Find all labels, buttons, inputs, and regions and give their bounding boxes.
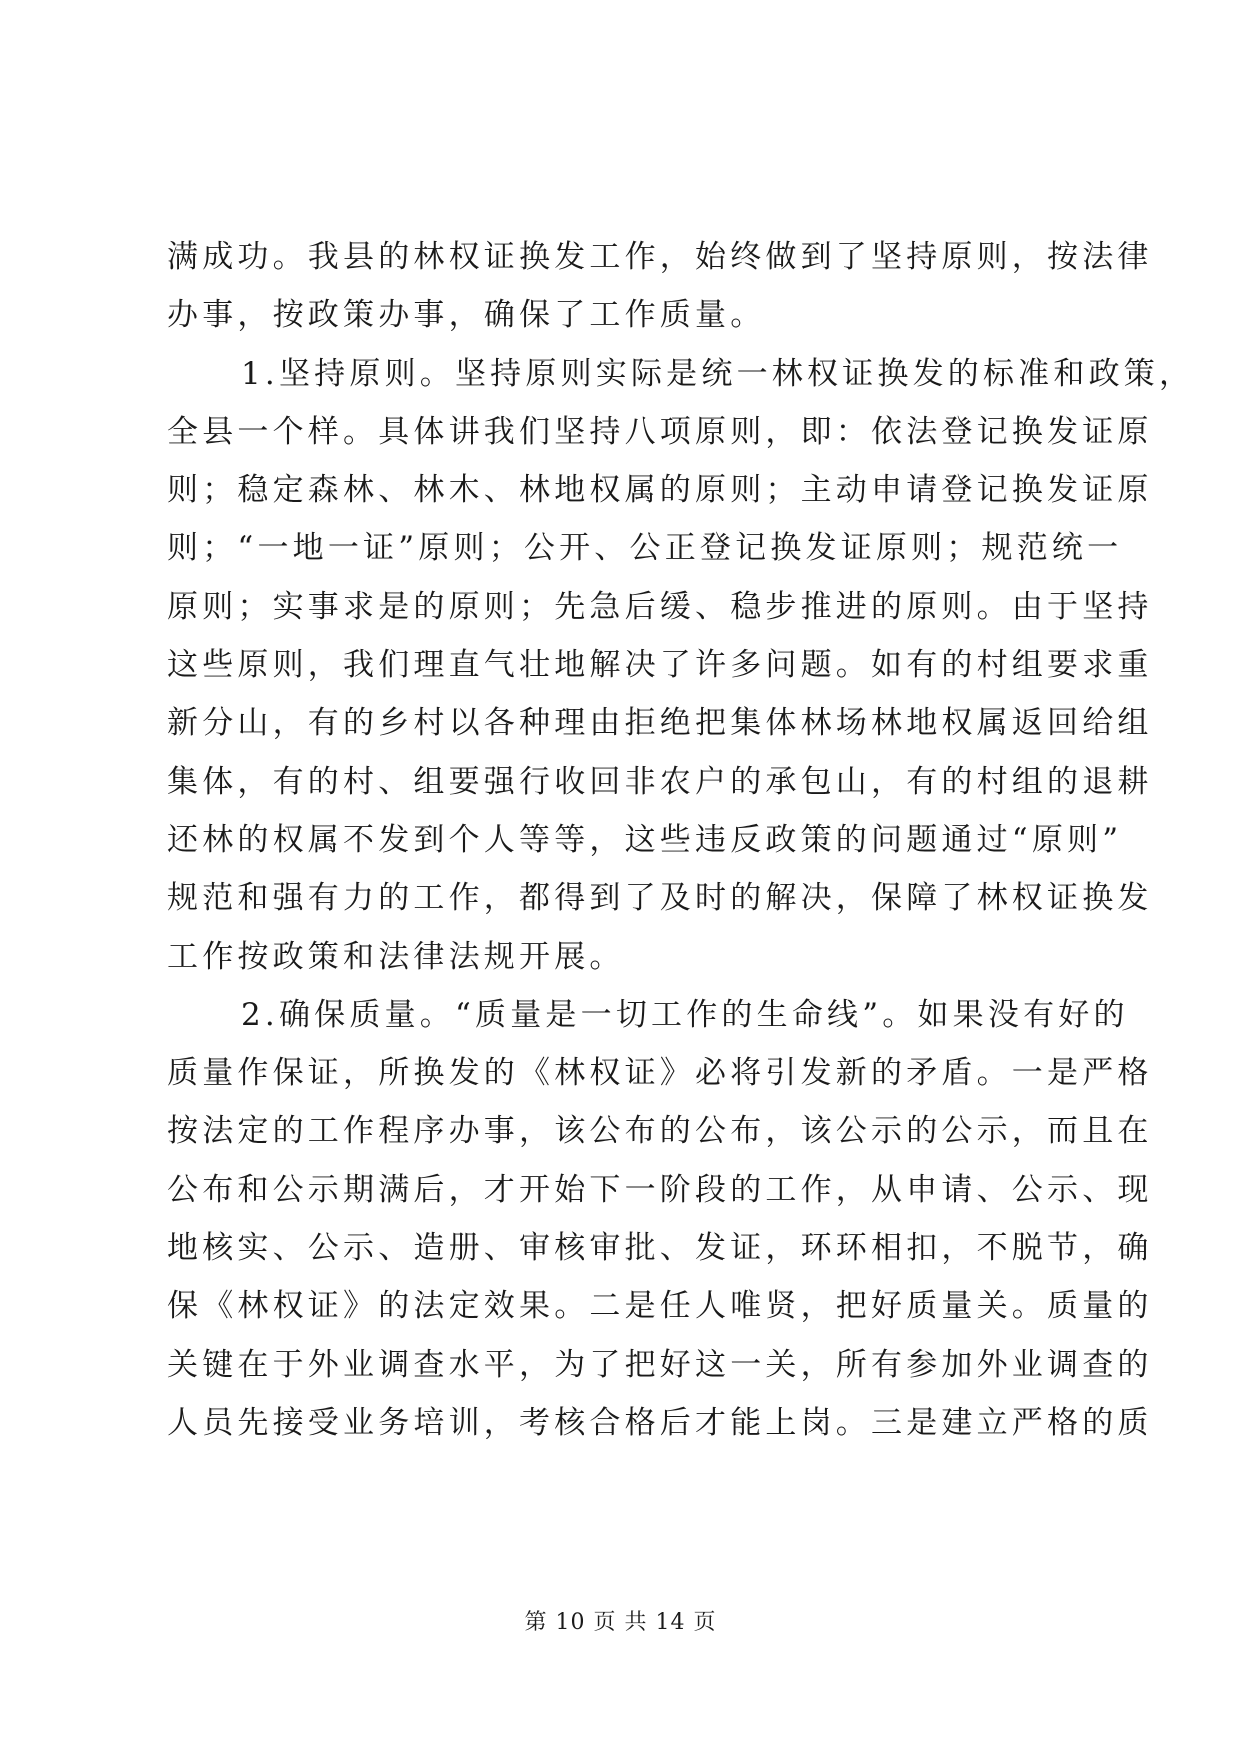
text-line: 新分山，有的乡村以各种理由拒绝把集体林场林地权属返回给组 xyxy=(167,705,1153,742)
page-number-footer: 第 10 页 共 14 页 xyxy=(524,1610,717,1635)
text-line: 办事，按政策办事，确保了工作质量。 xyxy=(167,297,766,334)
paragraph-2 xyxy=(167,345,1195,986)
text-line: 原则；实事求是的原则；先急后缓、稳步推进的原则。由于坚持 xyxy=(167,588,1153,625)
paragraph-3 xyxy=(167,986,1153,1452)
text-line: 质量作保证，所换发的《林权证》必将引发新的矛盾。一是严格 xyxy=(167,1055,1153,1092)
text-line: 关键在于外业调查水平，为了把好这一关，所有参加外业调查的 xyxy=(167,1346,1153,1383)
text-line: 1.坚持原则。坚持原则实际是统一林权证换发的标准和政策， xyxy=(241,355,1195,392)
text-line: 2.确保质量。“质量是一切工作的生命线”。如果没有好的 xyxy=(241,996,1129,1033)
text-line: 全县一个样。具体讲我们坚持八项原则，即：依法登记换发证原 xyxy=(167,413,1153,450)
text-line: 保《林权证》的法定效果。二是任人唯贤，把好质量关。质量的 xyxy=(167,1288,1153,1325)
text-line: 还林的权属不发到个人等等，这些违反政策的问题通过“原则” xyxy=(167,821,1123,858)
text-line: 人员先接受业务培训，考核合格后才能上岗。三是建立严格的质 xyxy=(167,1404,1153,1441)
text-line: 满成功。我县的林权证换发工作，始终做到了坚持原则，按法律 xyxy=(167,239,1153,275)
text-line: 地核实、公示、造册、审核审批、发证，环环相扣，不脱节，确 xyxy=(167,1230,1153,1267)
text-line: 工作按政策和法律法规开展。 xyxy=(167,938,625,975)
text-line: 集体，有的村、组要强行收回非农户的承包山，有的村组的退耕 xyxy=(167,763,1153,800)
paragraph-1 xyxy=(167,228,1153,345)
text-line: 按法定的工作程序办事，该公布的公布，该公示的公示，而且在 xyxy=(167,1113,1153,1150)
text-line: 则；“一地一证”原则；公开、公正登记换发证原则；规范统一 xyxy=(167,530,1123,567)
text-line: 公布和公示期满后，才开始下一阶段的工作，从申请、公示、现 xyxy=(167,1171,1153,1208)
document-body xyxy=(167,228,1195,1452)
text-line: 则；稳定森林、林木、林地权属的原则；主动申请登记换发证原 xyxy=(167,472,1153,509)
text-line: 这些原则，我们理直气壮地解决了许多问题。如有的村组要求重 xyxy=(167,647,1153,684)
text-line: 规范和强有力的工作，都得到了及时的解决，保障了林权证换发 xyxy=(167,880,1153,917)
